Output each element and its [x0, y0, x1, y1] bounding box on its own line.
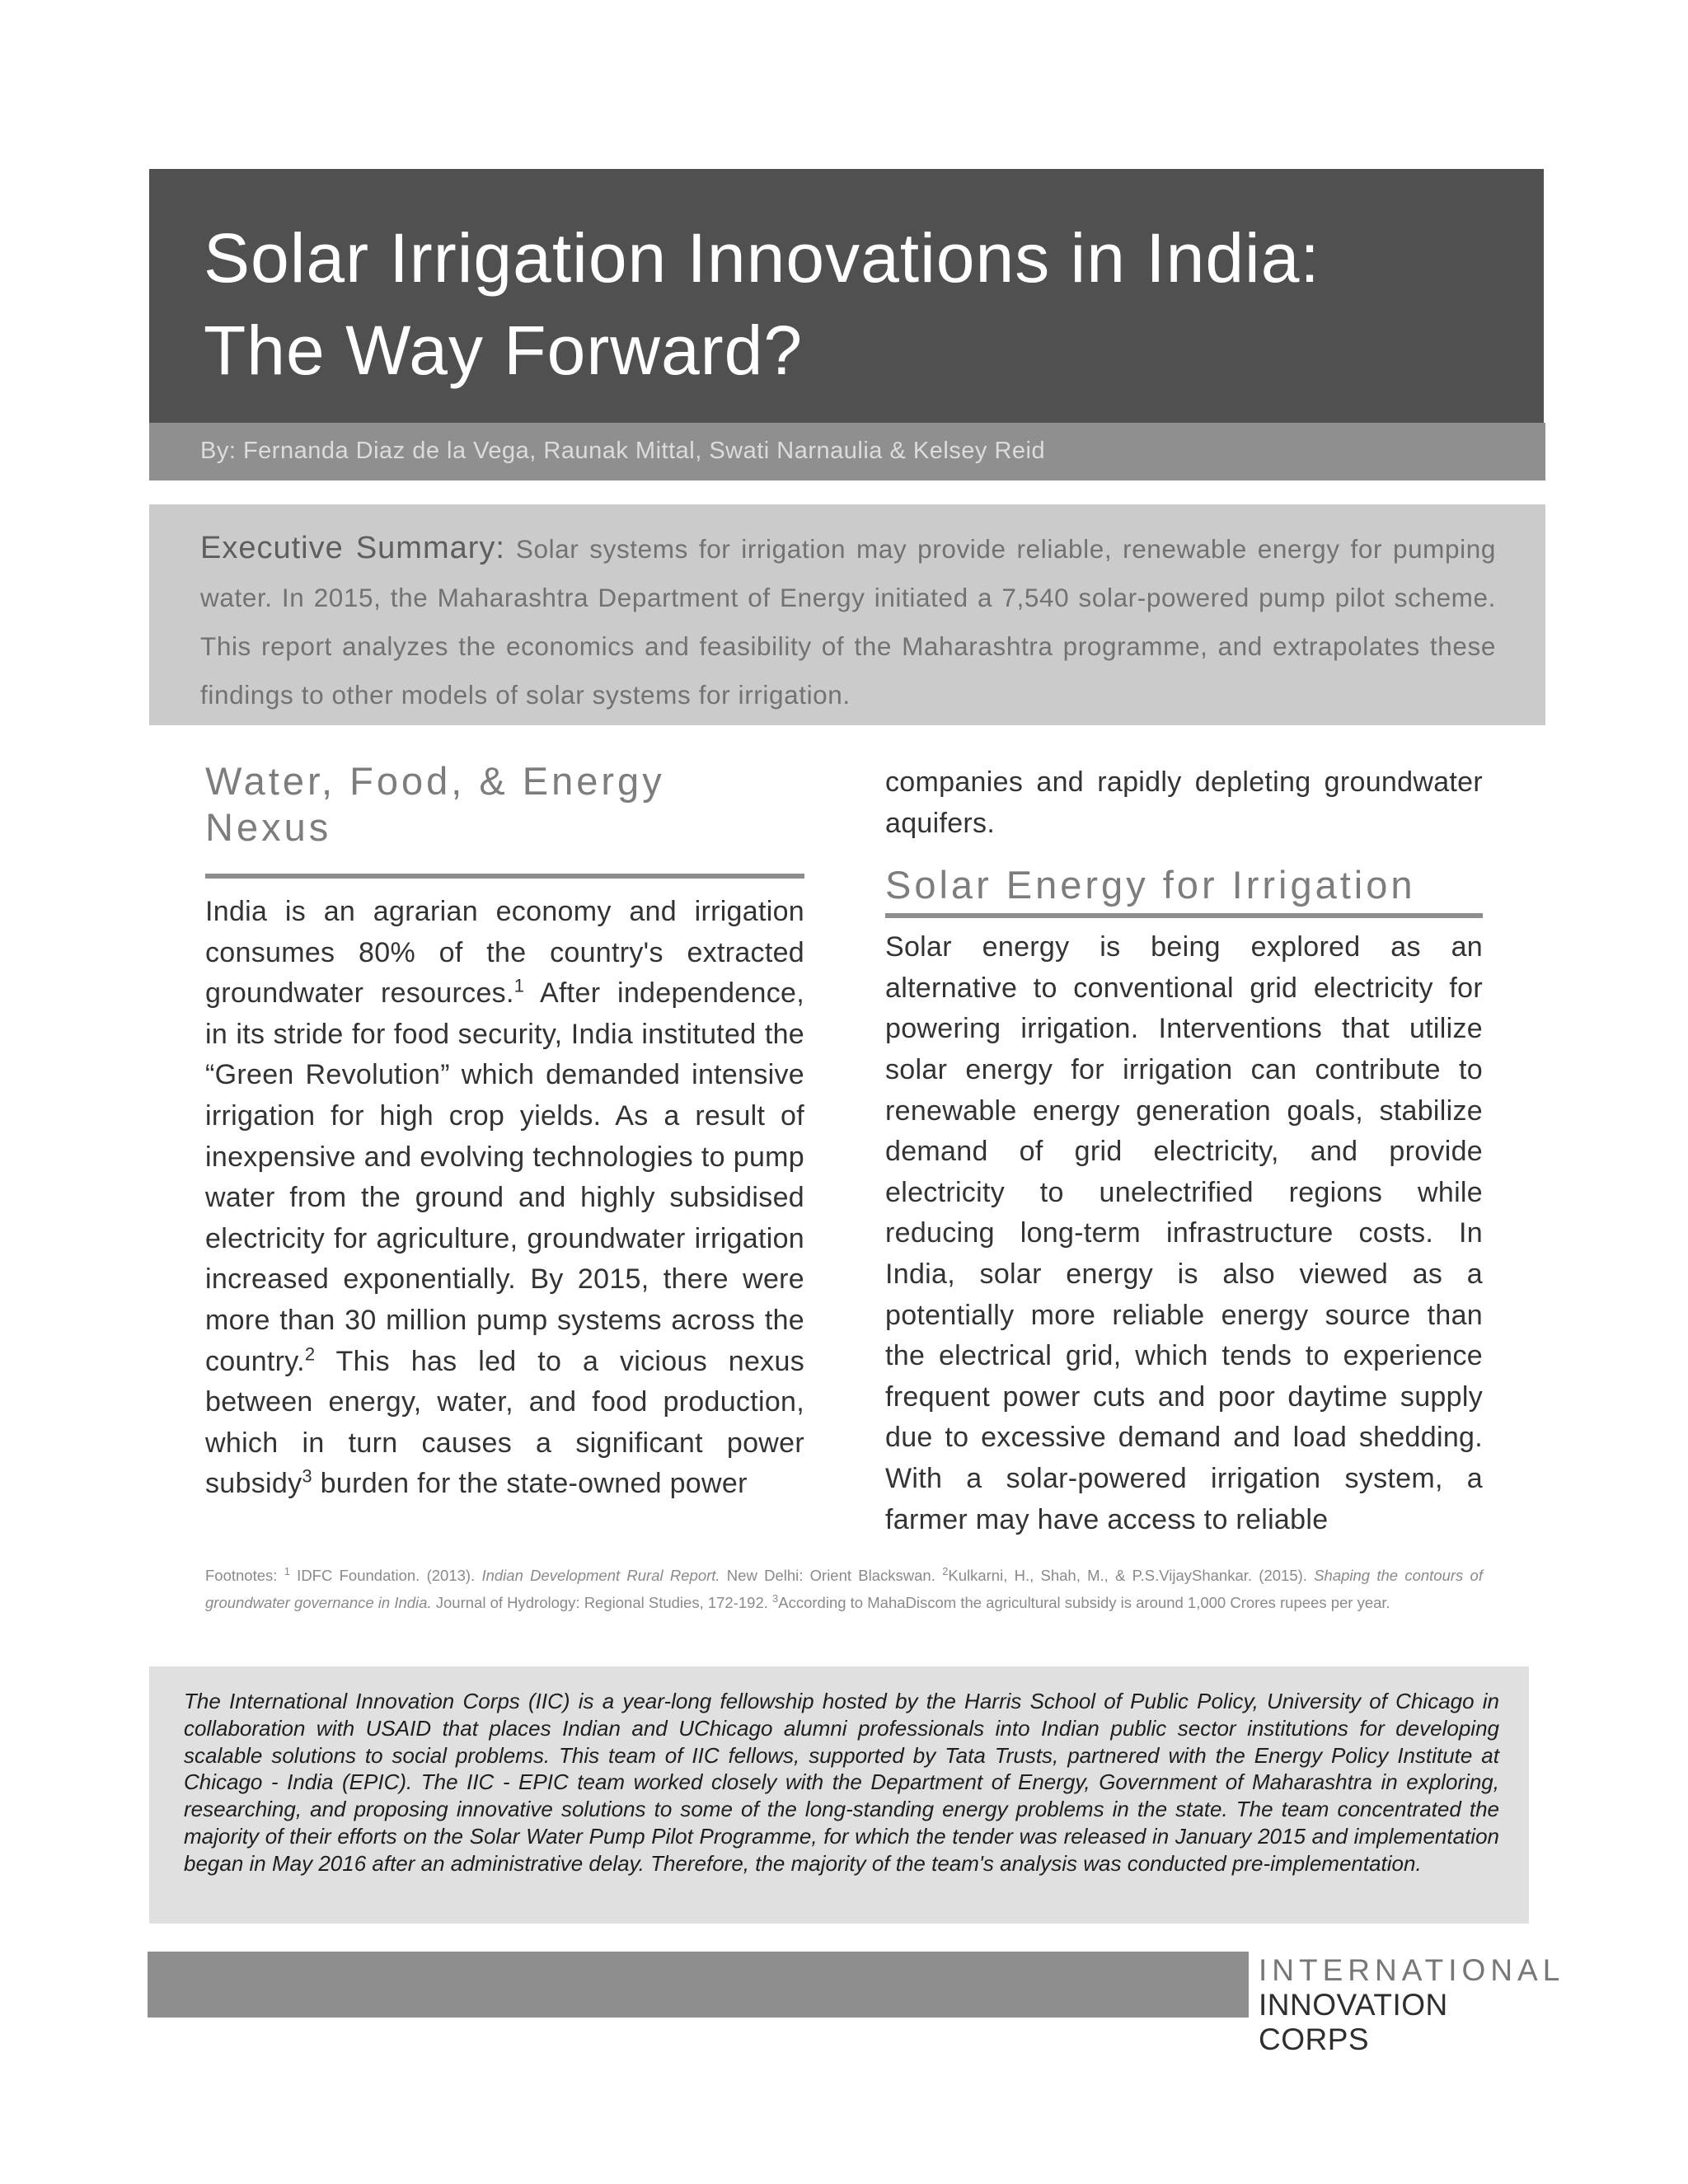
- right-column: [885, 762, 1483, 1540]
- section-heading-nexus: Water, Food, & Energy Nexus: [205, 758, 804, 879]
- footnote-title-1: Indian Development Rural Report.: [481, 1567, 720, 1584]
- about-iic-box: [149, 1666, 1529, 1924]
- footnote-ref-2[interactable]: 2: [304, 1343, 316, 1365]
- section-heading-solar: Solar Energy for Irrigation: [885, 862, 1483, 918]
- nexus-continued: companies and rapidly depleting groundwater aquifers.: [885, 766, 1483, 839]
- footnote-title-2: Shaping the contours of groundwater governance in India.: [205, 1567, 1483, 1611]
- logo-line-1: INTERNATIONAL: [1259, 1953, 1565, 1987]
- summary-text: Solar systems for irrigation may provide reliable, renewable energy for pumping water. In 2015, the Maharashtra Department of Energy initiated a 7,540 solar-powered pump pilot scheme. This report analyzes the economics and feasibility of the Maharashtra programme, and extrapolates these findings to other models of solar systems for irrigation.: [200, 534, 1496, 710]
- nexus-paragraph: India is an agrarian economy and irrigation consumes 80% of the country's extracted groundwater resources.$^1$ After independence, in its stride for food security, India instituted the “Green Revolution” which demanded intensive irrigation for high crop yields. As a result of inexpensive and evolving technologies to pump water from the ground and highly subsidised electricity for agriculture, groundwater irrigation increased exponentially. By 2015, there were more than 30 million pump systems across the country.$^2$ This has led to a vicious nexus between energy, water, and food production, which in turn causes a significant power subsidy$^3$ burden for the state-owned power: [205, 896, 804, 1500]
- footer-bar: [148, 1952, 1249, 2018]
- about-iic-text: The International Innovation Corps (IIC) is a year-long fellowship hosted by the Harris School of Public Policy, University of Chicago in collaboration with USAID that places Indian and UChicago alumni professionals into Indian public sector institutions for developing scalable solutions to social problems. This team of IIC fellows, supported by Tata Trusts, partnered with the Energy Policy Institute at Chicago - India (EPIC). The IIC - EPIC team worked closely with the Department of Energy, Government of Maharashtra in exploring, researching, and proposing innovative solutions to some of the long-standing energy problems in the state. The team concentrated the majority of their efforts on the Solar Water Pump Pilot Programme, for which the tender was released in January 2015 and implementation began in May 2016 after an administrative delay. Therefore, the majority of the team's analysis was conducted pre-implementation.: [184, 1689, 1499, 1876]
- solar-paragraph: Solar energy is being explored as an alternative to conventional grid electricity for powering irrigation. Interventions that utilize solar energy for irrigation can contribute to renewable energy generation goals, stabilize demand of grid electricity, and provide electricity to unelectrified regions while reducing long-term infrastructure costs. In India, solar energy is also viewed as a potentially more reliable energy source than the electrical grid, which tends to experience frequent power cuts and poor daytime supply due to excessive demand and load shedding. With a solar-powered irrigation system, a farmer may have access to reliable: [885, 931, 1483, 1535]
- logo-line-2: INNOVATION CORPS: [1259, 1988, 1448, 2056]
- byline-bar: [149, 423, 1545, 480]
- summary-lead: Executive Summary:: [200, 531, 505, 565]
- footnote-ref-3[interactable]: 3: [302, 1465, 312, 1487]
- footnote-ref-1[interactable]: 1: [513, 975, 525, 996]
- executive-summary: [149, 504, 1545, 725]
- footnotes: Footnotes: $^1$ IDFC Foundation. (2013). Indian Development Rural Report. New Delhi: Orient Blackswan. $^2$Kulkarni, H., Shah, M., & P.S.VijayShankar. (2015). Shaping the contours of groundwater governance in India. Journal of Hydrology: Regional Studies, 172-192. $^3$According to MahaDiscom the agricultural subsidy is around 1,000 Crores rupees per year.: [205, 1564, 1483, 1611]
- iic-logo: [1259, 1953, 1565, 2057]
- page-title: Solar Irrigation Innovations in India: The Way Forward?: [204, 219, 1320, 389]
- summary-paragraph: [200, 524, 1496, 719]
- title-banner: [149, 169, 1544, 423]
- left-column: [205, 758, 804, 1505]
- author-byline: By: Fernanda Diaz de la Vega, Raunak Mittal, Swati Narnaulia & Kelsey Reid: [200, 438, 1046, 464]
